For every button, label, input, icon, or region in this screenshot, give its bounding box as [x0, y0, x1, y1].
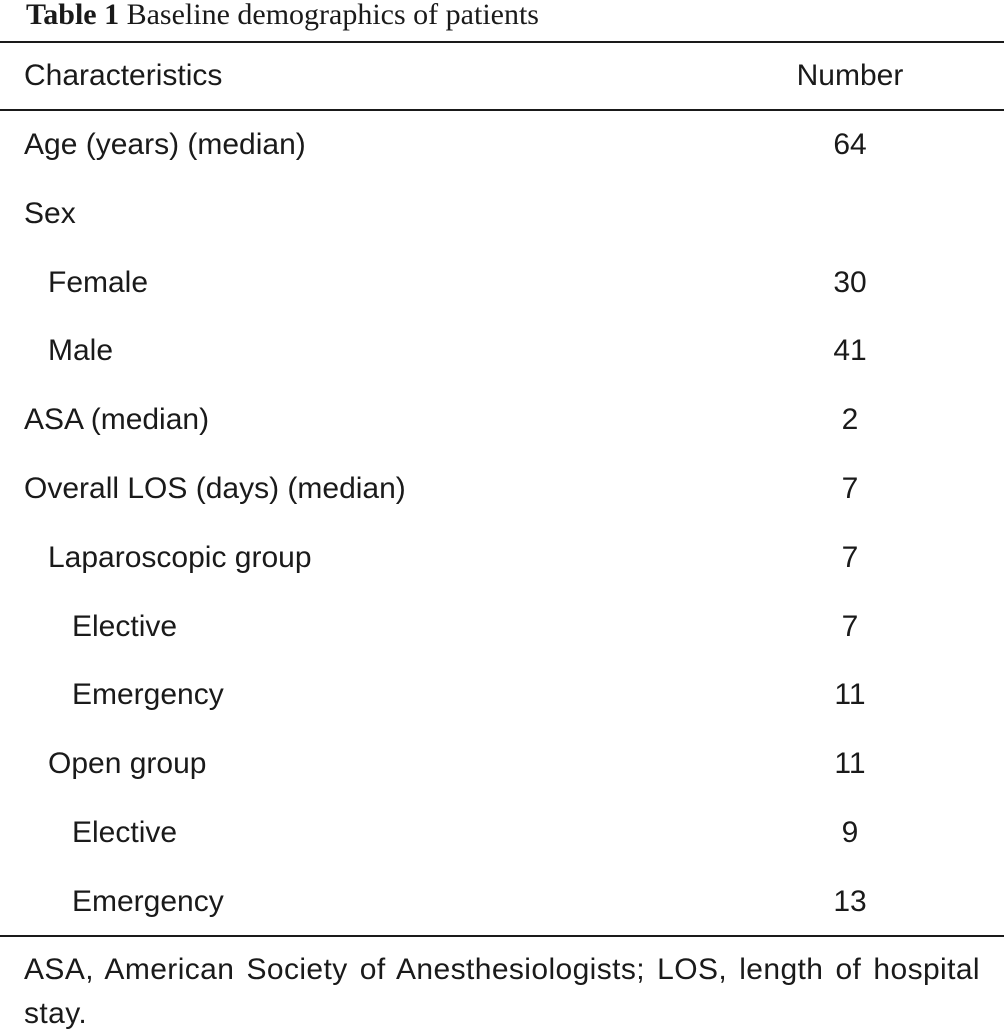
- row-label: Open group: [48, 747, 207, 781]
- table-row: [0, 868, 1004, 937]
- table-caption-label: Table 1: [26, 0, 120, 31]
- row-value: 11: [834, 678, 866, 712]
- table-row: [0, 593, 1004, 662]
- row-label: ASA (median): [24, 403, 210, 437]
- row-label: Age (years) (median): [24, 128, 306, 161]
- table-row: [0, 455, 1004, 524]
- row-value: 64: [833, 128, 867, 161]
- row-value: 11: [834, 747, 866, 781]
- row-label: Overall LOS (days) (median): [24, 471, 406, 505]
- row-value: 13: [833, 884, 867, 918]
- row-label: Elective: [72, 815, 178, 849]
- row-value: 7: [841, 540, 859, 574]
- row-value: 7: [841, 609, 859, 643]
- table-row: [0, 799, 1004, 868]
- table-footnote: ASA, American Society of Anesthesiologists; LOS, length of hospital stay.: [24, 953, 980, 1030]
- table-row: [0, 524, 1004, 593]
- row-value: 41: [833, 334, 867, 368]
- row-value: 7: [841, 471, 859, 505]
- table-caption: [26, 0, 539, 34]
- row-label: Laparoscopic group: [48, 540, 312, 574]
- table-row: [0, 386, 1004, 455]
- row-label: Emergency: [72, 884, 224, 918]
- bottom-rule: [0, 935, 1004, 937]
- row-label: Emergency: [72, 678, 224, 712]
- row-label: Male: [48, 334, 114, 368]
- row-value: 2: [841, 403, 859, 437]
- header-number: Number: [796, 59, 904, 92]
- row-value: 30: [833, 265, 867, 299]
- row-label: Elective: [72, 609, 178, 643]
- table-caption-text: Baseline demographics of patients: [126, 0, 539, 31]
- table-row: [0, 317, 1004, 386]
- row-label: Female: [48, 265, 149, 299]
- row-label: Sex: [24, 196, 76, 230]
- table-row: [0, 661, 1004, 730]
- table-row: [0, 111, 1004, 180]
- row-value: 9: [841, 815, 859, 849]
- header-characteristics: Characteristics: [24, 59, 223, 92]
- table-row: [0, 249, 1004, 318]
- table-row: [0, 180, 1004, 249]
- table-body: [0, 111, 1004, 937]
- table-header-row: [0, 43, 1004, 109]
- table-row: [0, 730, 1004, 799]
